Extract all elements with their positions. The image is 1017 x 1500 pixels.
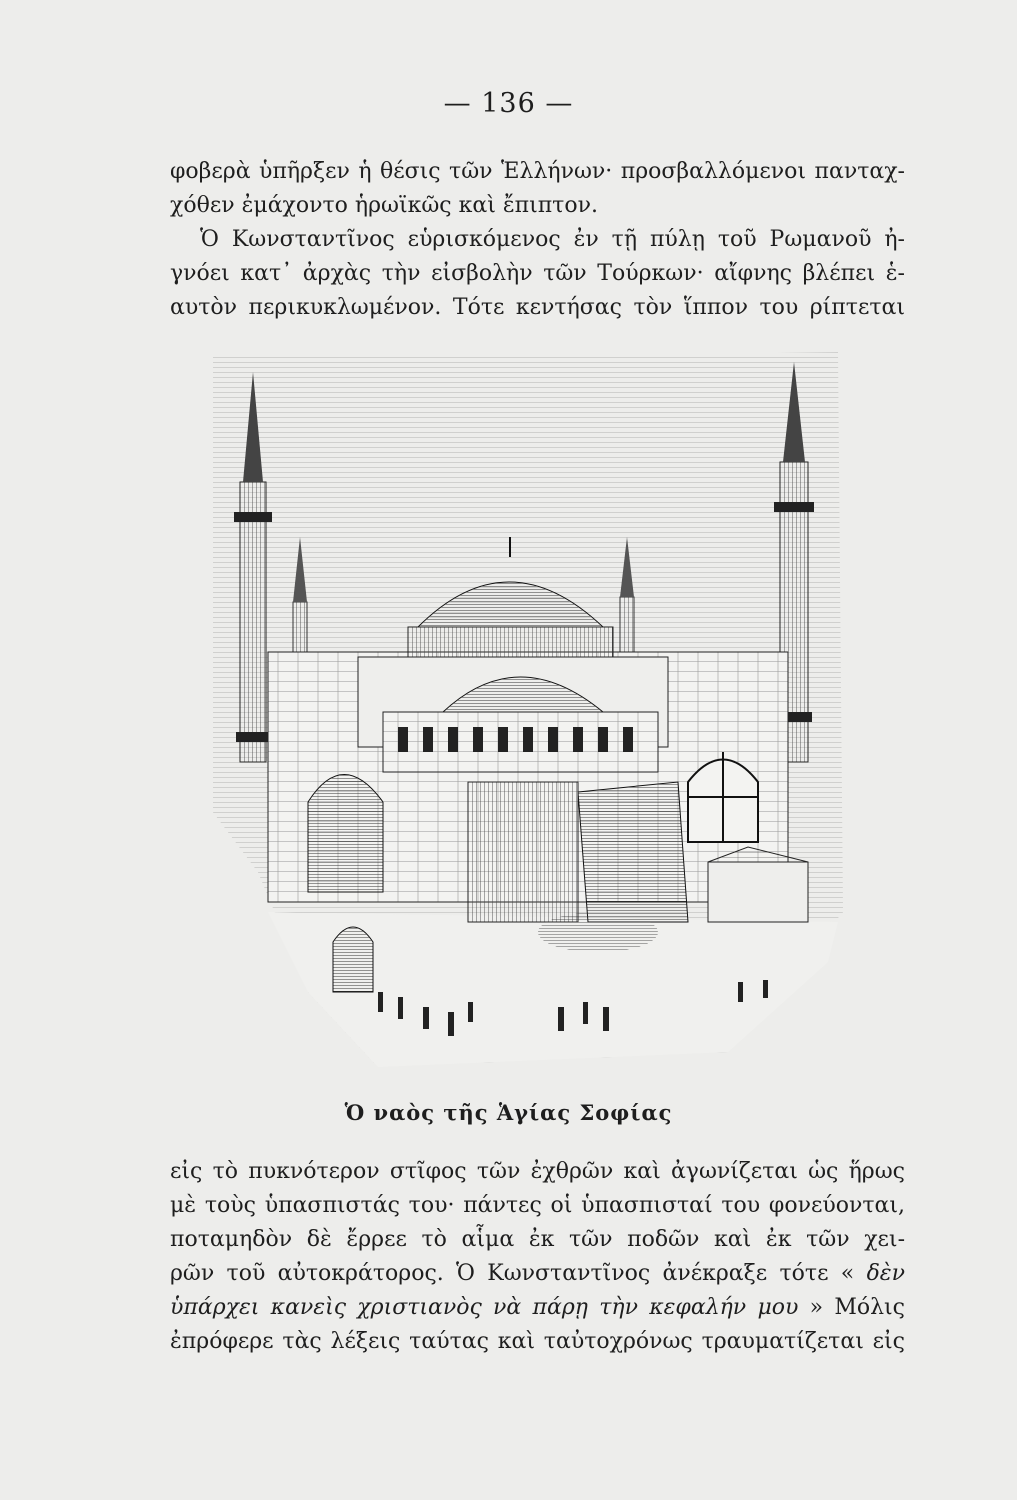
text-line: εἰς τὸ πυκνότερον στῖφος τῶν ἐχθρῶν καὶ ἀγωνίζεται ὡς ἥρως [170,1159,905,1184]
italic-quote-segment: δὲν [866,1261,905,1286]
page-number: — 136 — [443,88,574,119]
text-line: Ὁ Κωνσταντῖνος εὑρισκόμενος ἐν τῇ πύλῃ τοῦ Ρωμανοῦ ἠ- [200,227,905,252]
text-line [170,1257,905,1291]
text-line: φοβερὰ ὑπῆρξεν ἡ θέσις τῶν Ἑλλήνων· προσβαλλόμενοι πανταχ- [170,159,905,184]
text-segment: » Μόλις [809,1295,905,1320]
italic-quote-segment: ὑπάρχει κανεὶς χριστιανὸς νὰ πάρῃ τὴν κεφαλήν μου [170,1295,799,1320]
text-segment: ρῶν τοῦ αὐτοκράτορος. Ὁ Κωνσταντῖνος ἀνέκραξε τότε « [170,1261,855,1286]
text-line [170,1291,905,1325]
text-line: ποταμηδὸν δὲ ἔρρεε τὸ αἷμα ἐκ τῶν ποδῶν καὶ ἐκ τῶν χει- [170,1227,905,1252]
text-line: ἐπρόφερε τὰς λέξεις ταύτας καὶ ταὐτοχρόνως τραυματίζεται εἰς [170,1329,905,1354]
text-line: γνόει κατ᾽ ἀρχὰς τὴν εἰσβολὴν τῶν Τούρκων· αἴφνης βλέπει ἑ- [170,261,905,286]
figure-caption: Ὁ ναὸς τῆς Ἁγίας Σοφίας [344,1100,673,1125]
bottom-paragraph [170,1155,905,1359]
top-paragraph [170,155,905,325]
hagia-sophia-engraving [208,352,848,1082]
text-line: αυτὸν περικυκλωμένον. Τότε κεντήσας τὸν ἵππον του ρίπτεται [170,295,905,320]
text-line: χόθεν ἐμάχοντο ἡρωϊκῶς καὶ ἔπιπτον. [170,193,598,218]
text-line: μὲ τοὺς ὑπασπιστάς του· πάντες οἱ ὑπασπισταί του φονεύονται, [170,1193,905,1218]
